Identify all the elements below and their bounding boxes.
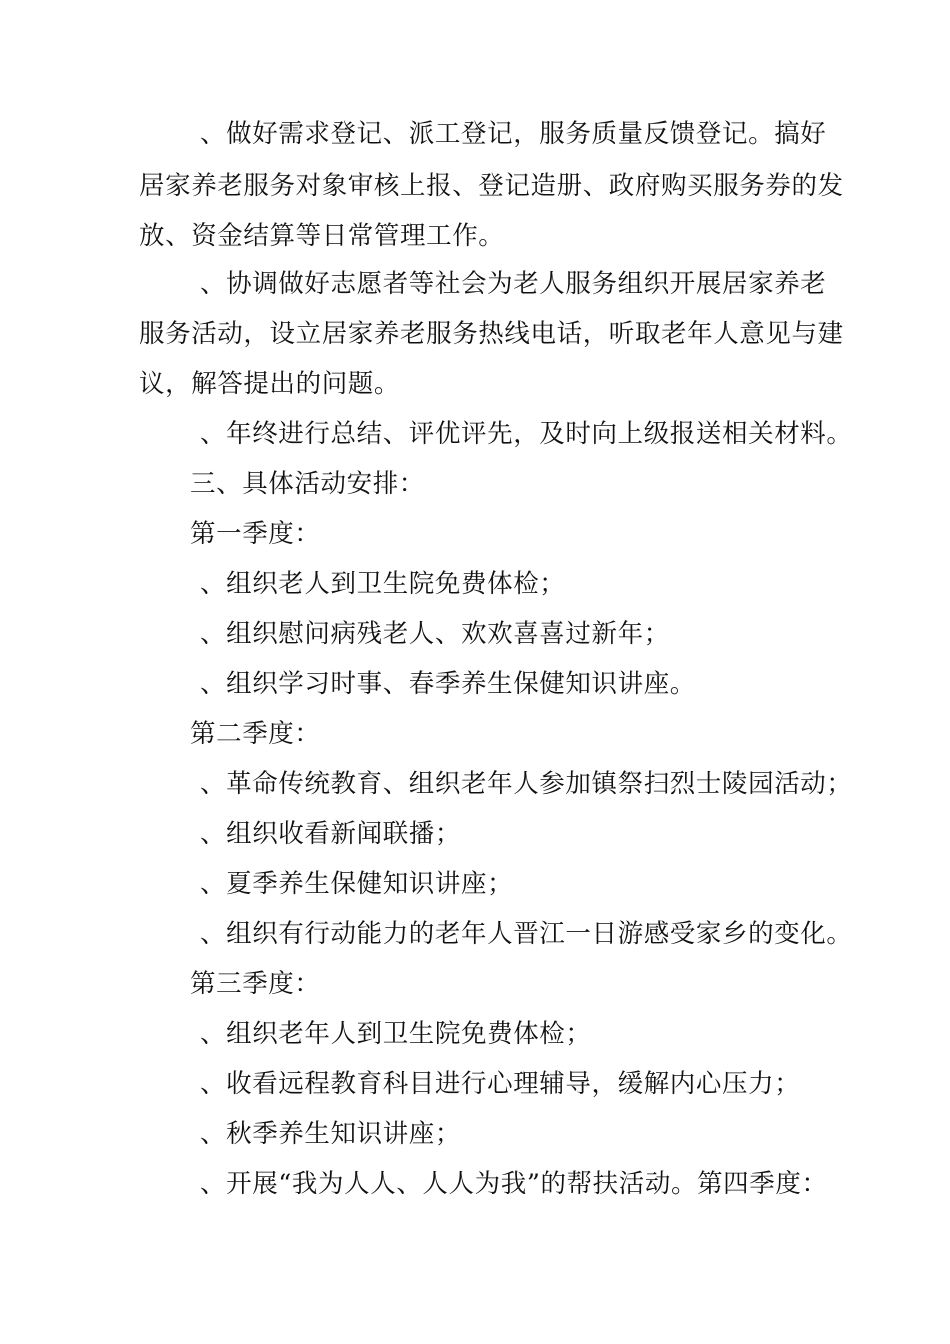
list-item: 、秋季养生知识讲座； xyxy=(200,1119,462,1149)
paragraph-line: 、年终进行总结、评优评先，及时向上级报送相关材料。 xyxy=(200,419,853,449)
paragraph-line: 居家养老服务对象审核上报、登记造册、政府购买服务券的发 xyxy=(139,171,844,201)
section-heading: 三、具体活动安排： xyxy=(190,469,425,499)
list-item: 、革命传统教育、组织老年人参加镇祭扫烈士陵园活动； xyxy=(200,769,853,799)
list-item: 、收看远程教育科目进行心理辅导，缓解内心压力； xyxy=(200,1069,801,1099)
paragraph-line: 服务活动，设立居家养老服务热线电话，听取老年人意见与建 xyxy=(139,319,844,349)
paragraph-line: 、做好需求登记、派工登记，服务质量反馈登记。搞好 xyxy=(200,119,827,149)
paragraph-line: 议，解答提出的问题。 xyxy=(139,369,401,399)
list-item: 、夏季养生保健知识讲座； xyxy=(200,869,514,899)
quarter-heading: 第三季度： xyxy=(190,969,321,999)
list-item: 、组织收看新闻联播； xyxy=(200,819,462,849)
list-item: 、组织有行动能力的老年人晋江一日游感受家乡的变化。 xyxy=(200,919,853,949)
paragraph-line: 放、资金结算等日常管理工作。 xyxy=(139,221,505,251)
paragraph-line: 、协调做好志愿者等社会为老人服务组织开展居家养老 xyxy=(200,269,827,299)
list-item: 、组织慰问病残老人、欢欢喜喜过新年； xyxy=(200,619,670,649)
quarter-heading: 第一季度： xyxy=(190,519,321,549)
list-item: 、组织老人到卫生院免费体检； xyxy=(200,569,566,599)
list-item: 、开展“我为人人、人人为我”的帮扶活动。第四季度： xyxy=(200,1169,828,1199)
quarter-heading: 第二季度： xyxy=(190,719,321,749)
list-item: 、组织学习时事、春季养生保健知识讲座。 xyxy=(200,669,696,699)
list-item: 、组织老年人到卫生院免费体检； xyxy=(200,1019,592,1049)
